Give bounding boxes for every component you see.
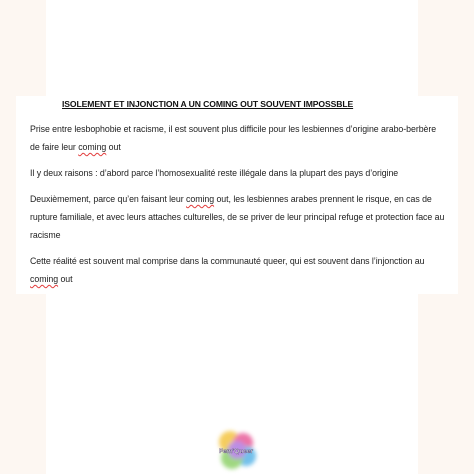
spellcheck-flagged-word: coming [30,274,59,284]
paragraph-3-text-after: out, les lesbiennes arabes prennent le risque, en cas de rupture familiale, et avec leurs attaches culturelles, de se priver de leur principal refuge et protection face au racisme [30,194,445,240]
paragraph-4-text-before: Cette réalité est souvent mal comprise dans la communauté queer, qui est souvent dans l’injonction au [30,256,425,266]
document-heading: ISOLEMENT ET INJONCTION A UN COMING OUT SOUVENT IMPOSSBLE [62,99,354,109]
paragraph-3-text-before: Deuxièmement, parce qu’en faisant leur [30,194,186,204]
femqueer-logo [212,426,260,474]
paragraph-4 [30,252,458,288]
paragraph-4-text-after: out [58,274,73,284]
watercolor-logo-icon [212,426,260,474]
paragraph-1-text-after: out [106,142,121,152]
logo-text: Fem’Queer [219,448,253,455]
spellcheck-flagged-word: coming [186,194,215,204]
spellcheck-flagged-word: coming [78,142,107,152]
paragraph-3 [30,190,458,244]
paragraph-1-text-before: Prise entre lesbophobie et racisme, il est souvent plus difficile pour les lesbiennes d’origine arabo-berbère de faire leur [30,124,437,152]
document-body [16,96,458,294]
paragraph-2: Il y deux raisons : d’abord parce l’homosexualité reste illégale dans la plupart des pays d’origine [30,168,399,178]
paragraph-1 [30,120,458,156]
